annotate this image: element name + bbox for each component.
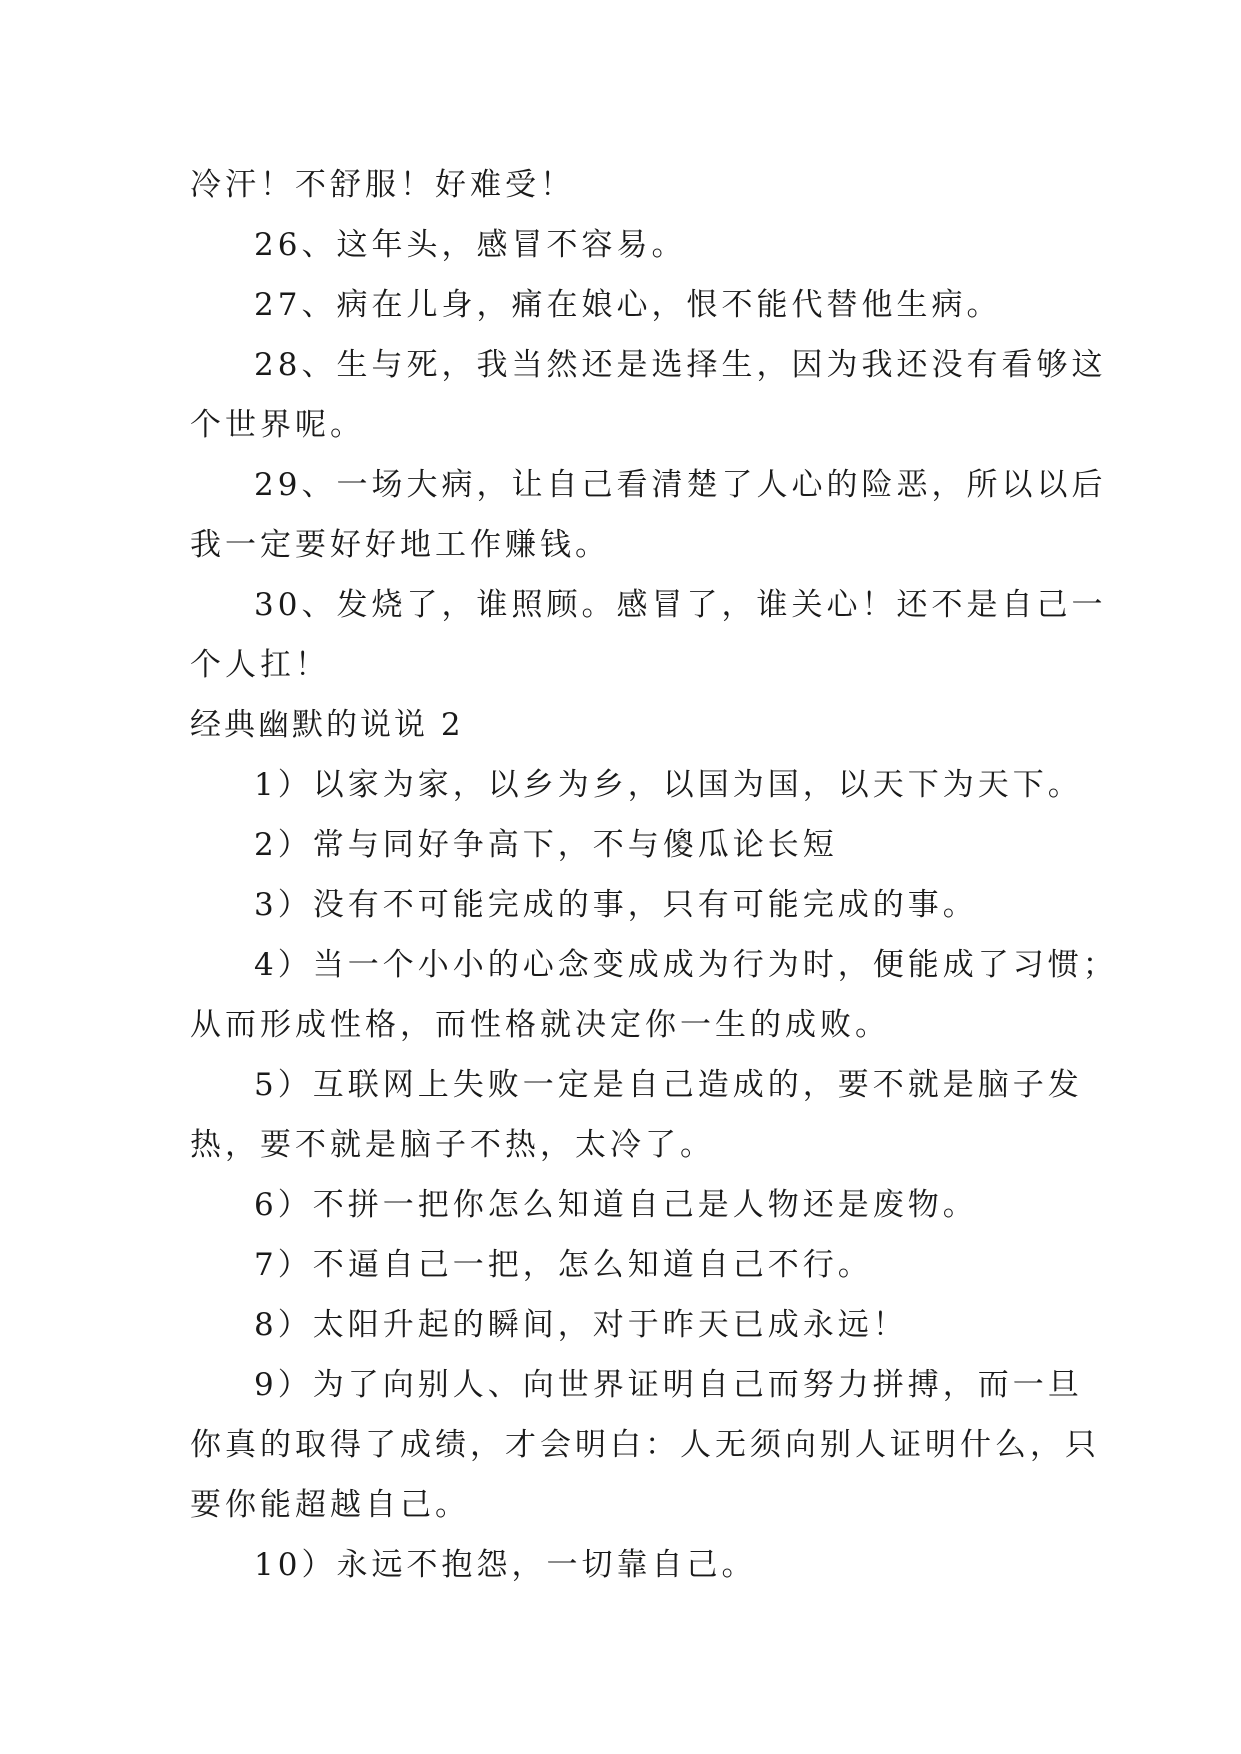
section-heading: 经典幽默的说说 2	[190, 707, 464, 743]
text-line: 我一定要好好地工作赚钱。	[190, 527, 610, 563]
document-page	[190, 155, 1118, 1595]
list-item-30: 30、发烧了，谁照顾。感冒了，谁关心！还不是自己一	[254, 587, 1107, 623]
text-line: 热，要不就是脑子不热，太冷了。	[190, 1127, 715, 1163]
text-line: 从而形成性格，而性格就决定你一生的成败。	[190, 1007, 890, 1043]
list-item-9: 9）为了向别人、向世界证明自己而努力拼搏，而一旦	[254, 1367, 1083, 1403]
list-item-1: 1）以家为家，以乡为乡，以国为国，以天下为天下。	[254, 767, 1083, 803]
list-item-3: 3）没有不可能完成的事，只有可能完成的事。	[254, 887, 978, 923]
text-line: 个人扛！	[190, 647, 330, 683]
list-item-26: 26、这年头，感冒不容易。	[254, 227, 687, 263]
list-item-6: 6）不拼一把你怎么知道自己是人物还是废物。	[254, 1187, 978, 1223]
list-item-4: 4）当一个小小的心念变成成为行为时，便能成了习惯；	[254, 947, 1118, 983]
list-item-10: 10）永远不抱怨，一切靠自己。	[254, 1547, 757, 1583]
text-line: 要你能超越自己。	[190, 1487, 470, 1523]
list-item-29: 29、一场大病，让自己看清楚了人心的险恶，所以以后	[254, 467, 1107, 503]
text-line: 个世界呢。	[190, 407, 365, 443]
list-item-5: 5）互联网上失败一定是自己造成的，要不就是脑子发	[254, 1067, 1083, 1103]
list-item-27: 27、病在儿身，痛在娘心，恨不能代替他生病。	[254, 287, 1002, 323]
list-item-7: 7）不逼自己一把，怎么知道自己不行。	[254, 1247, 873, 1283]
list-item-2: 2）常与同好争高下，不与傻瓜论长短	[254, 827, 838, 863]
list-item-28: 28、生与死，我当然还是选择生，因为我还没有看够这	[254, 347, 1107, 383]
list-item-8: 8）太阳升起的瞬间，对于昨天已成永远！	[254, 1307, 908, 1343]
text-line: 冷汗！不舒服！好难受！	[190, 167, 575, 203]
text-line: 你真的取得了成绩，才会明白：人无须向别人证明什么，只	[190, 1427, 1100, 1463]
